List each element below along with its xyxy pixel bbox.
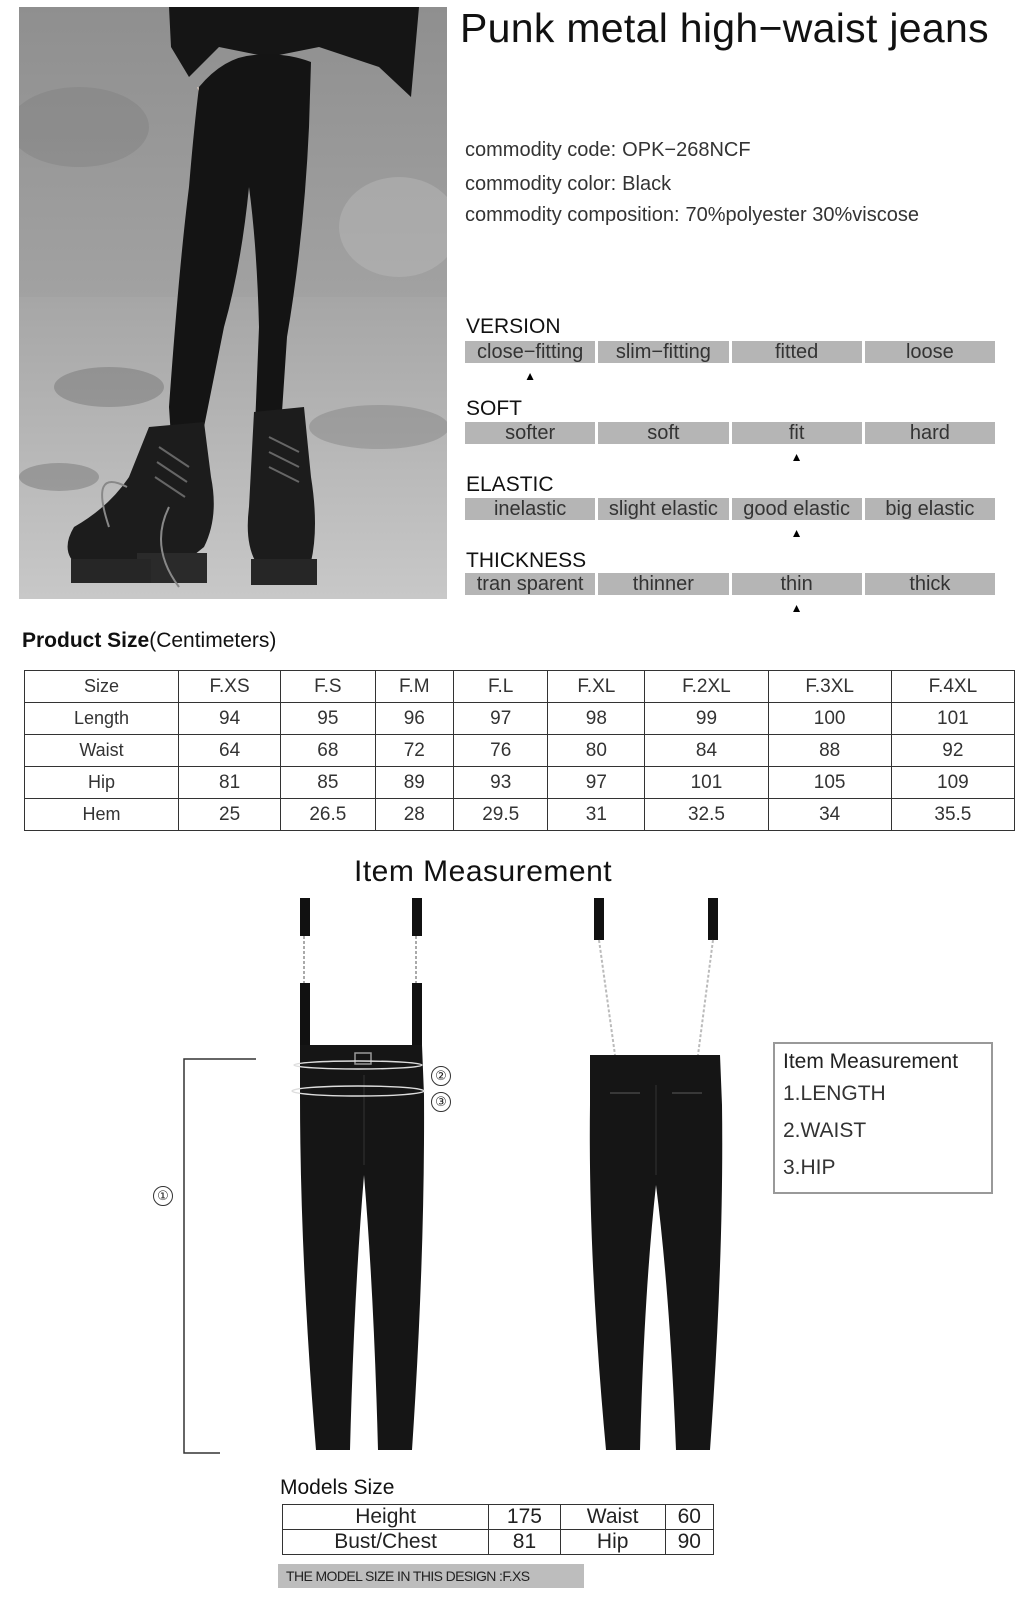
marker-hip: ③ — [431, 1092, 451, 1112]
size-cell: 31 — [548, 799, 645, 831]
models-size-heading: Models Size — [280, 1476, 395, 1499]
attr-label-version: VERSION — [466, 315, 561, 338]
size-cell: 100 — [768, 703, 891, 735]
size-table-row — [25, 735, 1015, 767]
size-table-row — [25, 799, 1015, 831]
scale-option: big elastic — [865, 498, 995, 520]
commodity-color-label: commodity color: — [465, 173, 617, 195]
size-row-label: Hem — [25, 799, 179, 831]
scale-thickness — [465, 573, 995, 615]
scale-option: softer — [465, 422, 595, 444]
size-cell: F.M — [375, 671, 454, 703]
scale-option: thinner — [598, 573, 728, 595]
size-cell: 101 — [645, 767, 768, 799]
size-cell: 26.5 — [281, 799, 375, 831]
size-cell: F.4XL — [891, 671, 1014, 703]
scale-elastic — [465, 498, 995, 540]
marker-length: ① — [153, 1186, 173, 1206]
size-table — [24, 670, 1015, 831]
attr-label-thickness: THICKNESS — [466, 549, 587, 572]
scale-option — [732, 498, 862, 540]
size-cell: 96 — [375, 703, 454, 735]
scale-option-label: close−fitting — [477, 341, 584, 363]
models-size-table — [282, 1504, 714, 1555]
size-row-label: Waist — [25, 735, 179, 767]
size-cell: 101 — [891, 703, 1014, 735]
models-value: 81 — [489, 1530, 561, 1555]
scale-option: hard — [865, 422, 995, 444]
size-cell: 94 — [179, 703, 281, 735]
size-cell: F.XS — [179, 671, 281, 703]
commodity-code-label: commodity code: — [465, 139, 617, 161]
size-cell: 95 — [281, 703, 375, 735]
commodity-composition-label: commodity composition: — [465, 204, 680, 226]
models-value: 60 — [665, 1505, 713, 1530]
size-cell: 80 — [548, 735, 645, 767]
back-view-illustration — [580, 895, 730, 1475]
size-heading-unit: (Centimeters) — [149, 629, 277, 652]
size-cell: 81 — [179, 767, 281, 799]
scale-option-label: fit — [788, 422, 805, 444]
scale-option: fitted — [732, 341, 862, 363]
size-cell: 98 — [548, 703, 645, 735]
models-table-row — [283, 1530, 714, 1555]
commodity-code-value: OPK−268NCF — [622, 139, 751, 161]
size-cell: 72 — [375, 735, 454, 767]
models-label: Waist — [560, 1505, 665, 1530]
scale-option: inelastic — [465, 498, 595, 520]
product-title: Punk metal high−waist jeans — [460, 5, 989, 51]
models-label: Bust/Chest — [283, 1530, 489, 1555]
size-row-label: Hip — [25, 767, 179, 799]
scale-option — [732, 573, 862, 615]
size-cell: F.S — [281, 671, 375, 703]
size-cell: 85 — [281, 767, 375, 799]
legend-item-length: 1.LENGTH — [783, 1082, 886, 1105]
size-cell: 28 — [375, 799, 454, 831]
selected-marker-icon: ▲ — [524, 369, 537, 383]
selected-marker-icon: ▲ — [790, 526, 803, 540]
model-size-note: THE MODEL SIZE IN THIS DESIGN :F.XS — [278, 1564, 584, 1588]
size-cell: F.3XL — [768, 671, 891, 703]
size-cell: 34 — [768, 799, 891, 831]
size-cell: 97 — [548, 767, 645, 799]
scale-option: thick — [865, 573, 995, 595]
size-cell: 99 — [645, 703, 768, 735]
commodity-composition — [465, 204, 919, 227]
size-row-label: Length — [25, 703, 179, 735]
commodity-code — [465, 139, 751, 162]
selected-marker-icon: ▲ — [790, 601, 803, 615]
size-cell: F.2XL — [645, 671, 768, 703]
size-cell: 88 — [768, 735, 891, 767]
size-cell: 89 — [375, 767, 454, 799]
size-cell: F.XL — [548, 671, 645, 703]
scale-option — [732, 422, 862, 464]
scale-option: slim−fitting — [598, 341, 728, 363]
marker-waist: ② — [431, 1066, 451, 1086]
size-cell: 93 — [454, 767, 548, 799]
size-cell: 105 — [768, 767, 891, 799]
front-view-illustration — [150, 895, 450, 1475]
size-cell: 84 — [645, 735, 768, 767]
size-cell: F.L — [454, 671, 548, 703]
size-cell: 109 — [891, 767, 1014, 799]
scale-soft — [465, 422, 995, 464]
scale-version — [465, 341, 995, 383]
product-photo — [19, 7, 447, 599]
size-cell: 76 — [454, 735, 548, 767]
attr-label-soft: SOFT — [466, 397, 522, 420]
size-heading-bold: Product Size — [22, 629, 150, 652]
scale-option: loose — [865, 341, 995, 363]
models-value: 90 — [665, 1530, 713, 1555]
scale-option: slight elastic — [598, 498, 728, 520]
models-value: 175 — [489, 1505, 561, 1530]
models-label: Hip — [560, 1530, 665, 1555]
attr-label-elastic: ELASTIC — [466, 473, 554, 496]
commodity-color-value: Black — [622, 173, 672, 195]
scale-option — [465, 341, 595, 383]
models-table-row — [283, 1505, 714, 1530]
scale-option-label: thin — [780, 573, 813, 595]
commodity-color — [465, 173, 671, 196]
size-cell: 68 — [281, 735, 375, 767]
size-table-heading — [22, 629, 276, 653]
size-table-header-row — [25, 671, 1015, 703]
models-label: Height — [283, 1505, 489, 1530]
size-cell: 64 — [179, 735, 281, 767]
size-cell: 92 — [891, 735, 1014, 767]
size-cell: 29.5 — [454, 799, 548, 831]
scale-option: tran sparent — [465, 573, 595, 595]
legend-item-waist: 2.WAIST — [783, 1119, 867, 1142]
selected-marker-icon: ▲ — [790, 450, 803, 464]
scale-option-label: good elastic — [743, 498, 850, 520]
size-table-row — [25, 767, 1015, 799]
size-row-label: Size — [25, 671, 179, 703]
size-cell: 35.5 — [891, 799, 1014, 831]
scale-option: soft — [598, 422, 728, 444]
legend-item-hip: 3.HIP — [783, 1156, 836, 1179]
size-table-row — [25, 703, 1015, 735]
size-cell: 25 — [179, 799, 281, 831]
measurement-title: Item Measurement — [354, 855, 613, 888]
legend-title: Item Measurement — [783, 1050, 959, 1073]
measurement-legend — [773, 1042, 993, 1194]
commodity-composition-value: 70%polyester 30%viscose — [685, 204, 919, 226]
size-cell: 97 — [454, 703, 548, 735]
size-cell: 32.5 — [645, 799, 768, 831]
